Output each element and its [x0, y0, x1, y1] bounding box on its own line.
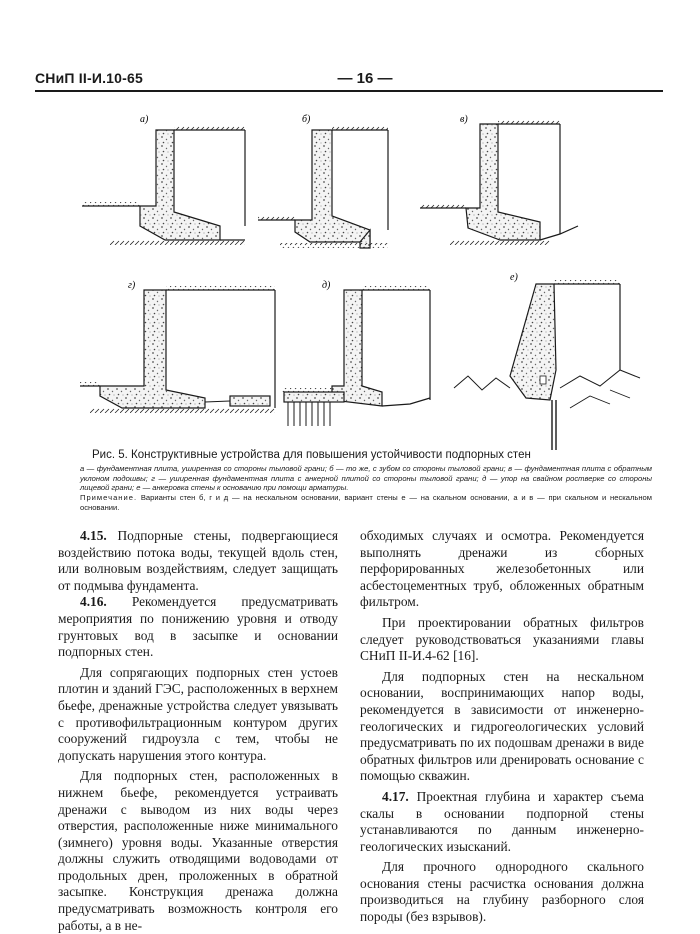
panel-label-b: б)	[302, 114, 311, 125]
note-text: Варианты стен б, г и д — на нескальном основании, вариант стены е — на скальном основании, а и в — при скальном и нескальном основании.	[80, 493, 652, 512]
paragraph	[360, 669, 644, 785]
wall-panel-d	[282, 280, 430, 426]
clause-number: 4.16.	[80, 594, 107, 610]
paragraph	[58, 594, 338, 660]
figure-legend: а — фундаментная плита, уширенная со стороны тыловой грани; б — то же, с зубом со стороны тыловой грани; в — фундаментная плита с обратным уклоном подошвы; г — уширенная фундаментная плита с анкерной плитой со стороны тыловой грани; д — упор на свайном ростверке со стороны лицевой грани; е — анкеровка стены к основанию при помощи арматуры.	[80, 464, 652, 493]
left-column	[58, 528, 338, 934]
note-lead: Примечание.	[80, 493, 138, 502]
paragraph	[360, 615, 644, 665]
panel-label-a: а)	[140, 114, 149, 125]
panel-label-e: е)	[510, 272, 518, 283]
wall-panel-e	[454, 272, 640, 450]
paragraph	[58, 528, 338, 594]
paragraph-text: обходимых случаях и осмотра. Рекомендуется выполнять дренажи из сборных перфорированных железобетонных или асбестоцементных труб, обложенных обратным фильтром.	[360, 528, 644, 610]
paragraph	[360, 859, 644, 925]
figure-caption: Рис. 5. Конструктивные устройства для повышения устойчивости подпорных стен	[92, 449, 531, 461]
header-rule	[35, 90, 663, 92]
panel-label-g: г)	[128, 280, 136, 291]
wall-panel-g	[80, 280, 275, 413]
wall-panel-a	[82, 114, 245, 245]
wall-panel-c	[420, 114, 578, 245]
paragraph-text: Для подпорных стен на нескальном основании, воспринимающих напор воды, рекомендуется в зависимости от инженерно-геологических и гидрогеологических условий предусматривать по их подошвам дренажи в виде обратных фильтров или дренировать основание с помощью скважин.	[360, 668, 644, 784]
paragraph	[58, 768, 338, 934]
paragraph-text: Рекомендуется предусматривать мероприятия по понижению уровня и отводу грунтовых вод в засыпке и основании подпорных стен.	[58, 594, 338, 660]
figure-retaining-walls	[70, 108, 642, 453]
paragraph-text: Для прочного однородного скального основания стены расчистка основания должна производиться на глубину разборного слоя породы (без взрывов).	[360, 859, 644, 925]
paragraph-text: Подпорные стены, подвергающиеся воздействию потока воды, текущей вдоль стен, или волновым воздействиям, следует защищать от подмыва фундамента.	[58, 528, 338, 593]
paragraph-text: Для подпорных стен, расположенных в нижнем бьефе, рекомендуется устраивать дренажи с выводом из них воды через отверстия, расположенные ниже минимального (зимнего) уровня воды. Указанные отверстия должны служить отводящими водоводами от продольных дрен, проложенных в обратной засыпке. Конструкция дренажа должна предусматривать возможность контроля его работы, а в не-	[58, 768, 338, 933]
clause-number: 4.15.	[80, 528, 107, 543]
paragraph	[360, 528, 644, 611]
paragraph	[58, 665, 338, 765]
paragraph-text: Проектная глубина и характер съема скалы в основании подпорной стены устанавливаются по данным инженерно-геологических изысканий.	[360, 788, 644, 854]
paragraph	[360, 789, 644, 855]
document-code: СНиП II-И.10-65	[35, 70, 143, 86]
panel-label-d: д)	[322, 280, 331, 291]
wall-panel-b	[258, 114, 388, 248]
panel-label-c: в)	[460, 114, 468, 125]
paragraph-text: При проектировании обратных фильтров следует руководствоваться указаниями главы СНиП II-И.4-62 [16].	[360, 614, 644, 664]
page-number: — 16 —	[337, 70, 393, 87]
page-header	[35, 70, 663, 92]
right-column	[360, 528, 644, 926]
clause-number: 4.17.	[382, 788, 409, 804]
paragraph-text: Для сопрягающих подпорных стен устоев плотин и зданий ГЭС, расположенных в верхнем бьефе, дренажные устройства следует увязывать с противофильтрационным контуром других сооружений гидроузла с тем, чтобы не допускать нарушения этого контура.	[58, 664, 338, 763]
figure-note	[80, 493, 652, 512]
